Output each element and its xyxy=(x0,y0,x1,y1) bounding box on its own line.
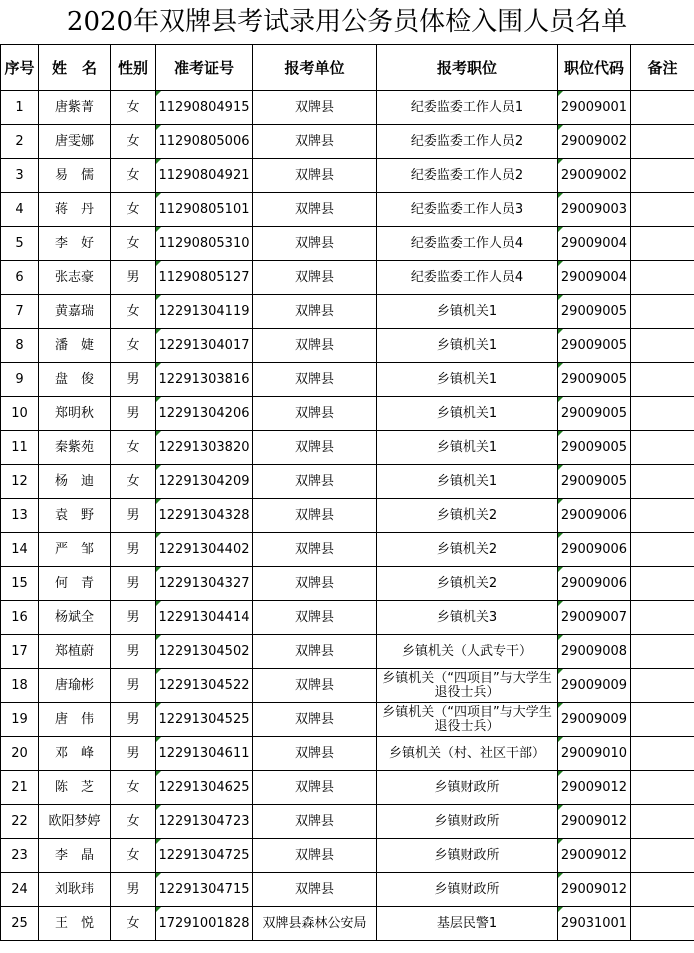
cell-remark xyxy=(631,499,694,533)
table-row xyxy=(1,873,694,907)
cell-exam-id: 12291304402 xyxy=(156,533,253,567)
cell-name: 邓 峰 xyxy=(39,737,111,771)
cell-no: 18 xyxy=(1,669,39,703)
header-name: 姓 名 xyxy=(39,45,111,91)
cell-gender: 男 xyxy=(111,601,156,635)
cell-unit: 双牌县 xyxy=(253,329,377,363)
cell-unit: 双牌县 xyxy=(253,567,377,601)
cell-name: 唐瑜彬 xyxy=(39,669,111,703)
cell-code: 29009005 xyxy=(558,329,631,363)
cell-gender: 女 xyxy=(111,907,156,941)
cell-gender: 女 xyxy=(111,91,156,125)
cell-no: 16 xyxy=(1,601,39,635)
cell-position: 纪委监委工作人员1 xyxy=(377,91,558,125)
cell-position: 乡镇机关1 xyxy=(377,363,558,397)
cell-exam-id: 11290805101 xyxy=(156,193,253,227)
cell-unit: 双牌县 xyxy=(253,295,377,329)
cell-name: 潘 婕 xyxy=(39,329,111,363)
cell-no: 13 xyxy=(1,499,39,533)
cell-unit: 双牌县 xyxy=(253,601,377,635)
table-row xyxy=(1,227,694,261)
cell-code: 29009009 xyxy=(558,669,631,703)
cell-exam-id: 11290804915 xyxy=(156,91,253,125)
cell-code: 29009005 xyxy=(558,465,631,499)
cell-position: 乡镇机关3 xyxy=(377,601,558,635)
cell-name: 严 邹 xyxy=(39,533,111,567)
cell-name: 张志豪 xyxy=(39,261,111,295)
cell-no: 7 xyxy=(1,295,39,329)
cell-code: 29009012 xyxy=(558,873,631,907)
table-row xyxy=(1,91,694,125)
cell-gender: 男 xyxy=(111,669,156,703)
cell-position: 基层民警1 xyxy=(377,907,558,941)
cell-unit: 双牌县 xyxy=(253,431,377,465)
header-position: 报考职位 xyxy=(377,45,558,91)
cell-gender: 女 xyxy=(111,839,156,873)
cell-gender: 男 xyxy=(111,397,156,431)
cell-code: 29009012 xyxy=(558,805,631,839)
cell-name: 杨 迪 xyxy=(39,465,111,499)
cell-gender: 男 xyxy=(111,635,156,669)
cell-gender: 女 xyxy=(111,805,156,839)
cell-position: 乡镇财政所 xyxy=(377,873,558,907)
cell-position: 乡镇机关（“四项目”与大学生退役士兵） xyxy=(377,669,558,703)
cell-remark xyxy=(631,397,694,431)
cell-unit: 双牌县 xyxy=(253,261,377,295)
cell-code: 29009010 xyxy=(558,737,631,771)
cell-gender: 男 xyxy=(111,363,156,397)
cell-name: 易 儒 xyxy=(39,159,111,193)
cell-position: 乡镇财政所 xyxy=(377,805,558,839)
table-row xyxy=(1,125,694,159)
cell-exam-id: 12291304525 xyxy=(156,703,253,737)
cell-unit: 双牌县 xyxy=(253,193,377,227)
cell-no: 23 xyxy=(1,839,39,873)
cell-code: 29009006 xyxy=(558,567,631,601)
cell-no: 10 xyxy=(1,397,39,431)
cell-code: 29009004 xyxy=(558,261,631,295)
cell-exam-id: 12291303816 xyxy=(156,363,253,397)
cell-position: 纪委监委工作人员2 xyxy=(377,159,558,193)
cell-name: 李 好 xyxy=(39,227,111,261)
cell-remark xyxy=(631,295,694,329)
cell-remark xyxy=(631,601,694,635)
cell-no: 1 xyxy=(1,91,39,125)
cell-gender: 女 xyxy=(111,431,156,465)
cell-gender: 女 xyxy=(111,295,156,329)
cell-no: 19 xyxy=(1,703,39,737)
cell-gender: 女 xyxy=(111,465,156,499)
table-row xyxy=(1,737,694,771)
cell-no: 5 xyxy=(1,227,39,261)
cell-position: 乡镇机关2 xyxy=(377,499,558,533)
cell-remark xyxy=(631,703,694,737)
cell-gender: 女 xyxy=(111,159,156,193)
cell-exam-id: 12291304725 xyxy=(156,839,253,873)
cell-gender: 男 xyxy=(111,499,156,533)
cell-remark xyxy=(631,907,694,941)
cell-exam-id: 12291304119 xyxy=(156,295,253,329)
table-row xyxy=(1,601,694,635)
table-row xyxy=(1,669,694,703)
header-remark: 备注 xyxy=(631,45,694,91)
cell-position: 纪委监委工作人员2 xyxy=(377,125,558,159)
table-row xyxy=(1,193,694,227)
cell-code: 29009001 xyxy=(558,91,631,125)
cell-no: 8 xyxy=(1,329,39,363)
cell-no: 24 xyxy=(1,873,39,907)
cell-code: 29009006 xyxy=(558,533,631,567)
cell-exam-id: 12291304611 xyxy=(156,737,253,771)
cell-unit: 双牌县 xyxy=(253,669,377,703)
table-row xyxy=(1,635,694,669)
table-row xyxy=(1,159,694,193)
cell-name: 陈 芝 xyxy=(39,771,111,805)
cell-unit: 双牌县 xyxy=(253,91,377,125)
cell-code: 29009005 xyxy=(558,431,631,465)
cell-gender: 男 xyxy=(111,737,156,771)
cell-unit: 双牌县 xyxy=(253,839,377,873)
cell-name: 王 悦 xyxy=(39,907,111,941)
table-row xyxy=(1,363,694,397)
cell-remark xyxy=(631,159,694,193)
cell-remark xyxy=(631,635,694,669)
header-unit: 报考单位 xyxy=(253,45,377,91)
table-row xyxy=(1,261,694,295)
cell-name: 刘耿玮 xyxy=(39,873,111,907)
cell-unit: 双牌县 xyxy=(253,703,377,737)
cell-remark xyxy=(631,873,694,907)
cell-position: 纪委监委工作人员4 xyxy=(377,227,558,261)
cell-remark xyxy=(631,805,694,839)
table-row xyxy=(1,329,694,363)
header-code: 职位代码 xyxy=(558,45,631,91)
cell-unit: 双牌县 xyxy=(253,873,377,907)
cell-unit: 双牌县 xyxy=(253,363,377,397)
cell-no: 11 xyxy=(1,431,39,465)
cell-exam-id: 11290805127 xyxy=(156,261,253,295)
cell-no: 9 xyxy=(1,363,39,397)
cell-unit: 双牌县 xyxy=(253,465,377,499)
cell-exam-id: 12291304715 xyxy=(156,873,253,907)
cell-position: 乡镇机关（人武专干） xyxy=(377,635,558,669)
cell-exam-id: 11290805006 xyxy=(156,125,253,159)
cell-code: 29009005 xyxy=(558,397,631,431)
cell-position: 乡镇机关（村、社区干部） xyxy=(377,737,558,771)
cell-unit: 双牌县 xyxy=(253,635,377,669)
cell-no: 17 xyxy=(1,635,39,669)
cell-exam-id: 12291303820 xyxy=(156,431,253,465)
cell-gender: 女 xyxy=(111,193,156,227)
cell-remark xyxy=(631,329,694,363)
cell-gender: 女 xyxy=(111,125,156,159)
table-row xyxy=(1,771,694,805)
cell-unit: 双牌县森林公安局 xyxy=(253,907,377,941)
cell-position: 乡镇机关1 xyxy=(377,465,558,499)
cell-no: 15 xyxy=(1,567,39,601)
cell-position: 乡镇机关2 xyxy=(377,533,558,567)
cell-code: 29009012 xyxy=(558,771,631,805)
cell-no: 14 xyxy=(1,533,39,567)
table-row xyxy=(1,295,694,329)
cell-gender: 男 xyxy=(111,261,156,295)
table-row xyxy=(1,907,694,941)
cell-exam-id: 12291304502 xyxy=(156,635,253,669)
cell-unit: 双牌县 xyxy=(253,805,377,839)
cell-gender: 女 xyxy=(111,771,156,805)
cell-exam-id: 12291304209 xyxy=(156,465,253,499)
table-row xyxy=(1,839,694,873)
cell-no: 22 xyxy=(1,805,39,839)
cell-remark xyxy=(631,363,694,397)
cell-exam-id: 17291001828 xyxy=(156,907,253,941)
cell-code: 29009005 xyxy=(558,363,631,397)
cell-remark xyxy=(631,431,694,465)
table-row xyxy=(1,533,694,567)
cell-code: 29009009 xyxy=(558,703,631,737)
cell-no: 21 xyxy=(1,771,39,805)
cell-remark xyxy=(631,91,694,125)
cell-name: 黄嘉瑞 xyxy=(39,295,111,329)
cell-no: 2 xyxy=(1,125,39,159)
cell-no: 25 xyxy=(1,907,39,941)
table-row xyxy=(1,431,694,465)
cell-code: 29031001 xyxy=(558,907,631,941)
cell-remark xyxy=(631,669,694,703)
cell-position: 乡镇机关1 xyxy=(377,431,558,465)
cell-gender: 男 xyxy=(111,567,156,601)
cell-code: 29009002 xyxy=(558,159,631,193)
cell-remark xyxy=(631,261,694,295)
cell-exam-id: 12291304017 xyxy=(156,329,253,363)
header-no: 序号 xyxy=(1,45,39,91)
cell-name: 唐紫菁 xyxy=(39,91,111,125)
cell-no: 3 xyxy=(1,159,39,193)
cell-position: 纪委监委工作人员4 xyxy=(377,261,558,295)
cell-exam-id: 12291304723 xyxy=(156,805,253,839)
cell-name: 唐雯娜 xyxy=(39,125,111,159)
cell-remark xyxy=(631,193,694,227)
cell-no: 20 xyxy=(1,737,39,771)
cell-gender: 男 xyxy=(111,703,156,737)
header-gender: 性别 xyxy=(111,45,156,91)
table-header-row xyxy=(1,45,694,91)
table-row xyxy=(1,567,694,601)
cell-name: 郑明秋 xyxy=(39,397,111,431)
cell-position: 乡镇机关1 xyxy=(377,329,558,363)
cell-name: 欧阳梦婷 xyxy=(39,805,111,839)
cell-exam-id: 12291304327 xyxy=(156,567,253,601)
cell-code: 29009003 xyxy=(558,193,631,227)
cell-unit: 双牌县 xyxy=(253,533,377,567)
cell-remark xyxy=(631,533,694,567)
cell-position: 乡镇机关（“四项目”与大学生退役士兵） xyxy=(377,703,558,737)
cell-code: 29009006 xyxy=(558,499,631,533)
cell-name: 何 青 xyxy=(39,567,111,601)
cell-exam-id: 11290805310 xyxy=(156,227,253,261)
cell-gender: 女 xyxy=(111,227,156,261)
cell-code: 29009008 xyxy=(558,635,631,669)
cell-unit: 双牌县 xyxy=(253,125,377,159)
cell-position: 纪委监委工作人员3 xyxy=(377,193,558,227)
cell-position: 乡镇财政所 xyxy=(377,839,558,873)
cell-position: 乡镇财政所 xyxy=(377,771,558,805)
cell-position: 乡镇机关1 xyxy=(377,397,558,431)
cell-code: 29009005 xyxy=(558,295,631,329)
cell-unit: 双牌县 xyxy=(253,737,377,771)
cell-unit: 双牌县 xyxy=(253,159,377,193)
cell-exam-id: 12291304206 xyxy=(156,397,253,431)
cell-code: 29009004 xyxy=(558,227,631,261)
candidate-table xyxy=(0,44,694,941)
cell-exam-id: 12291304625 xyxy=(156,771,253,805)
cell-remark xyxy=(631,125,694,159)
cell-name: 秦紫苑 xyxy=(39,431,111,465)
cell-name: 郑植蔚 xyxy=(39,635,111,669)
cell-exam-id: 12291304328 xyxy=(156,499,253,533)
cell-remark xyxy=(631,839,694,873)
cell-remark xyxy=(631,771,694,805)
cell-position: 乡镇机关2 xyxy=(377,567,558,601)
cell-no: 6 xyxy=(1,261,39,295)
cell-unit: 双牌县 xyxy=(253,397,377,431)
cell-code: 29009012 xyxy=(558,839,631,873)
table-row xyxy=(1,397,694,431)
cell-gender: 女 xyxy=(111,329,156,363)
header-exam-id: 准考证号 xyxy=(156,45,253,91)
cell-gender: 男 xyxy=(111,873,156,907)
cell-name: 李 晶 xyxy=(39,839,111,873)
cell-unit: 双牌县 xyxy=(253,227,377,261)
cell-gender: 男 xyxy=(111,533,156,567)
cell-unit: 双牌县 xyxy=(253,499,377,533)
cell-name: 盘 俊 xyxy=(39,363,111,397)
table-row xyxy=(1,465,694,499)
cell-position: 乡镇机关1 xyxy=(377,295,558,329)
cell-exam-id: 12291304414 xyxy=(156,601,253,635)
cell-remark xyxy=(631,567,694,601)
table-row xyxy=(1,499,694,533)
table-row xyxy=(1,805,694,839)
cell-code: 29009007 xyxy=(558,601,631,635)
cell-remark xyxy=(631,737,694,771)
cell-exam-id: 11290804921 xyxy=(156,159,253,193)
cell-name: 袁 野 xyxy=(39,499,111,533)
cell-no: 4 xyxy=(1,193,39,227)
cell-no: 12 xyxy=(1,465,39,499)
cell-remark xyxy=(631,465,694,499)
cell-code: 29009002 xyxy=(558,125,631,159)
cell-name: 唐 伟 xyxy=(39,703,111,737)
cell-name: 杨斌全 xyxy=(39,601,111,635)
cell-unit: 双牌县 xyxy=(253,771,377,805)
cell-remark xyxy=(631,227,694,261)
table-row xyxy=(1,703,694,737)
cell-name: 蒋 丹 xyxy=(39,193,111,227)
page-title: 2020年双牌县考试录用公务员体检入围人员名单 xyxy=(66,7,628,37)
cell-exam-id: 12291304522 xyxy=(156,669,253,703)
